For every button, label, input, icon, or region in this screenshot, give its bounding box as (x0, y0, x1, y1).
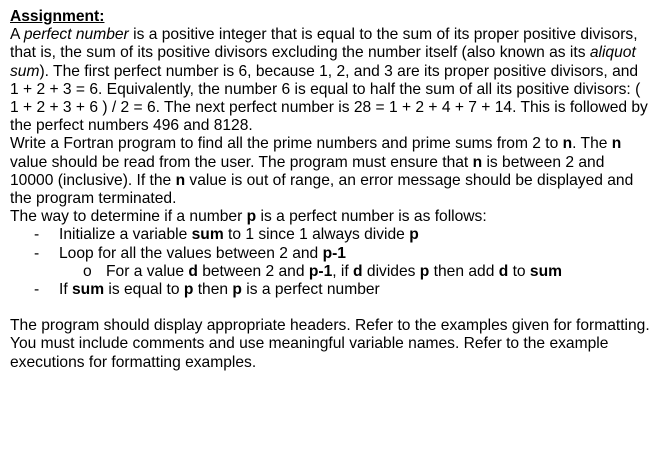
method-paragraph: The way to determine if a number p is a perfect number is as follows: (10, 208, 487, 226)
aliquot-sum-term: aliquot sum (10, 44, 636, 80)
display-paragraph: The program should display appropriate headers. Refer to the examples given for formatting. (10, 317, 650, 335)
perfect-number-term: perfect number (23, 26, 129, 44)
comments-paragraph: You must include comments and use meaningful variable names. Refer to the example executions for formatting examples. (10, 335, 609, 371)
assignment-document (10, 8, 650, 372)
dash-marker: - (34, 244, 40, 262)
step-loop: - Loop for all the values between 2 and p-1 o For a value d between 2 and p-1, if d divides p then add d to sum (10, 245, 650, 281)
blank-line (10, 299, 650, 317)
loop-substeps (10, 263, 650, 281)
dash-marker: - (34, 281, 40, 299)
steps-list (10, 226, 650, 299)
intro-paragraph: A perfect number is a positive integer that is equal to the sum of its proper positive divisors, that is, the sum of its positive divisors excluding the number itself (also known as its aliquot sum). The first perfect number is 6, because 1, 2, and 3 are its proper positive divisors, and 1 + 2 + 3 = 6. Equivalently, the number 6 is equal to half the sum of all its positive divisors: ( 1 + 2 + 3 + 6 ) / 2 = 6. The next perfect number is 28 = 1 + 2 + 4 + 7 + 14. This is followed by the perfect numbers 496 and 8128. (10, 26, 648, 135)
task-paragraph: Write a Fortran program to find all the prime numbers and prime sums from 2 to n. The n value should be read from the user. The program must ensure that n is between 2 and 10000 (inclusive). If the n value is out of range, an error message should be displayed and the program terminated. (10, 135, 634, 208)
bullet-marker: o (83, 262, 92, 280)
step-check: - If sum is equal to p then p is a perfect number (34, 281, 380, 299)
dash-marker: - (34, 226, 40, 244)
step-initialize: - Initialize a variable sum to 1 since 1 always divide p (34, 226, 419, 244)
assignment-heading: Assignment: (10, 8, 105, 25)
substep-divides: o For a value d between 2 and p-1, if d divides p then add d to sum (83, 262, 562, 280)
